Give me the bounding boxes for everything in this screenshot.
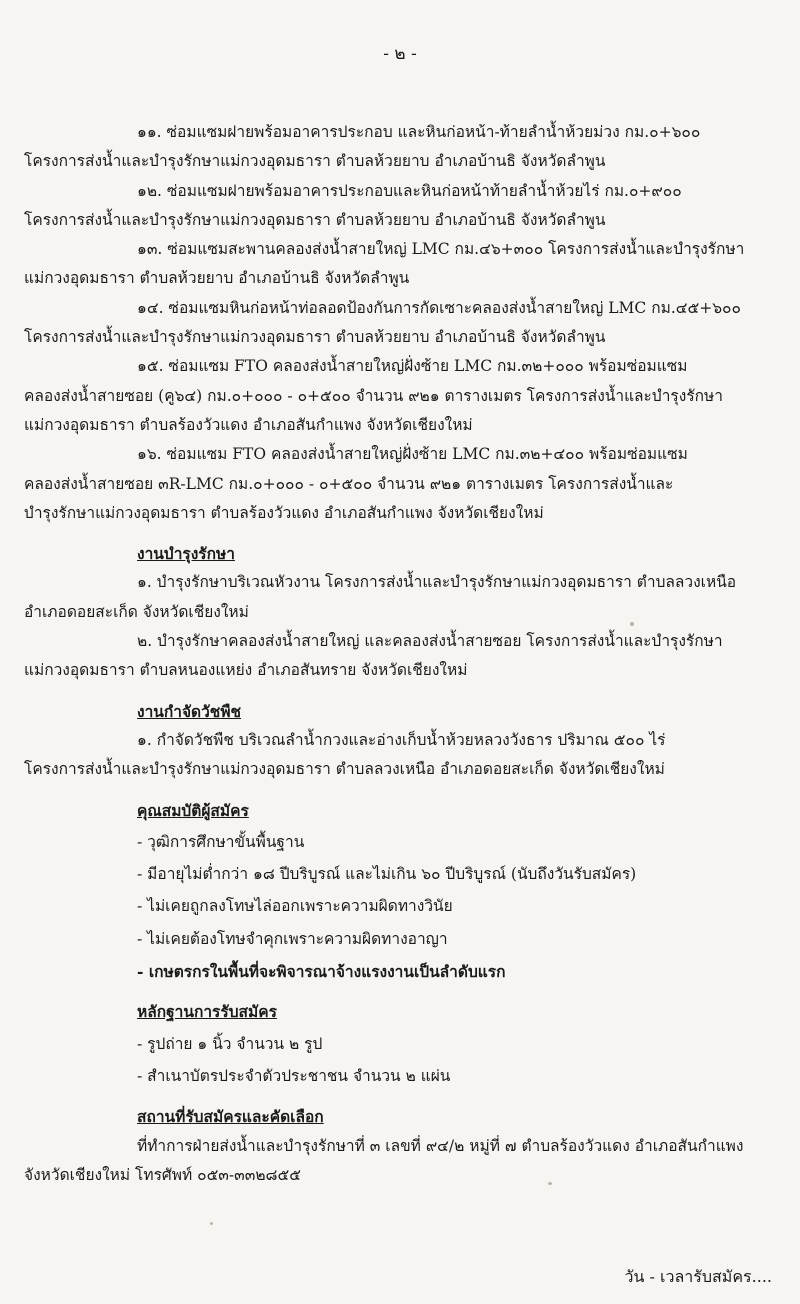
repair-item-13 [24,235,776,294]
weed-item-1 [24,726,776,785]
footer-continuation: วัน - เวลารับสมัคร.... [624,1267,772,1286]
item-line: บำรุงรักษาแม่กวงอุดมธารา ตำบลร้องวัวแดง อำเภอสันกำแพง จังหวัดเชียงใหม่ [24,503,544,522]
location-heading: สถานที่รับสมัครและคัดเลือก [137,1107,324,1127]
item-line: ๑๔. ซ่อมแซมหินก่อหน้าท่อลอดป้องกันการกัดเซาะคลองส่งน้ำสายใหญ่ LMC กม.๔๕+๖๐๐ [137,298,741,317]
item-line: ๑. กำจัดวัชพืช บริเวณลำน้ำกวงและอ่างเก็บน้ำห้วยหลวงวังธาร ปริมาณ ๕๐๐ ไร่ [137,730,666,749]
item-line: คลองส่งน้ำสายซอย ๓R-LMC กม.๐+๐๐๐ - ๐+๕๐๐ จำนวน ๙๒๑ ตารางเมตร โครงการส่งน้ำและ [24,474,674,493]
repair-item-15 [24,352,776,440]
maintenance-heading: งานบำรุงรักษา [137,544,235,564]
item-line: อำเภอดอยสะเก็ด จังหวัดเชียงใหม่ [24,602,249,621]
documents-list [24,1030,776,1092]
location-text [24,1132,776,1191]
documents-heading: หลักฐานการรับสมัคร [137,1002,277,1022]
item-line: ๑. บำรุงรักษาบริเวณหัวงาน โครงการส่งน้ำและบำรุงรักษาแม่กวงอุดมธารา ตำบลลวงเหนือ [137,573,737,592]
qualifications-heading: คุณสมบัติผู้สมัคร [137,800,249,820]
item-line: ๑๑. ซ่อมแซมฝายพร้อมอาคารประกอบ และหินก่อหน้า-ท้ายลำน้ำห้วยม่วง กม.๐+๖๐๐ [137,123,701,141]
priority-note: - เกษตรกรในพื้นที่จะพิจารณาจ้างแรงงานเป็นลำดับแรก [137,962,506,982]
list-item: - ไม่เคยต้องโทษจำคุกเพราะความผิดทางอาญา [137,929,448,948]
list-item: - รูปถ่าย ๑ นิ้ว จำนวน ๒ รูป [137,1034,323,1053]
list-item: - วุฒิการศึกษาขั้นพื้นฐาน [137,832,305,851]
maintenance-item-2 [24,627,776,686]
document-body [24,118,776,1190]
item-line: แม่กวงอุดมธารา ตำบลหนองแหย่ง อำเภอสันทราย จังหวัดเชียงใหม่ [24,661,468,680]
item-line: โครงการส่งน้ำและบำรุงรักษาแม่กวงอุดมธารา ตำบลห้วยยาบ อำเภอบ้านธิ จังหวัดลำพูน [24,210,606,229]
maintenance-item-1 [24,568,776,627]
repair-items [24,118,776,528]
list-item: - มีอายุไม่ต่ำกว่า ๑๘ ปีบริบูรณ์ และไม่เกิน ๖๐ ปีบริบูรณ์ (นับถึงวันรับสมัคร) [137,865,637,884]
paper-speck-decoration [630,622,634,626]
weed-heading: งานกำจัดวัชพืช [137,701,242,721]
location-line: จังหวัดเชียงใหม่ โทรศัพท์ ๐๕๓-๓๓๒๘๕๕ [24,1165,301,1184]
item-line: ๑๒. ซ่อมแซมฝายพร้อมอาคารประกอบและหินก่อหน้าท้ายลำน้ำห้วยไร่ กม.๐+๙๐๐ [137,181,682,200]
item-line: คลองส่งน้ำสายซอย (คู๖๔) กม.๐+๐๐๐ - ๐+๕๐๐ จำนวน ๙๒๑ ตารางเมตร โครงการส่งน้ำและบำรุงรักษา [24,386,723,405]
item-line: โครงการส่งน้ำและบำรุงรักษาแม่กวงอุดมธารา ตำบลลวงเหนือ อำเภอดอยสะเก็ด จังหวัดเชียงใหม่ [24,760,665,779]
repair-item-11 [24,118,776,177]
repair-item-14 [24,294,776,353]
item-line: ๒. บำรุงรักษาคลองส่งน้ำสายใหญ่ และคลองส่งน้ำสายซอย โครงการส่งน้ำและบำรุงรักษา [137,632,723,651]
item-line: ๑๓. ซ่อมแซมสะพานคลองส่งน้ำสายใหญ่ LMC กม.๔๖+๓๐๐ โครงการส่งน้ำและบำรุงรักษา [137,240,745,259]
item-line: ๑๖. ซ่อมแซม FTO คลองส่งน้ำสายใหญ่ฝั่งซ้าย LMC กม.๓๒+๔๐๐ พร้อมซ่อมแซม [137,445,688,464]
item-line: ๑๕. ซ่อมแซม FTO คลองส่งน้ำสายใหญ่ฝั่งซ้าย LMC กม.๓๒+๐๐๐ พร้อมซ่อมแซม [137,357,688,376]
list-item: - สำเนาบัตรประจำตัวประชาชน จำนวน ๒ แผ่น [137,1066,451,1085]
paper-speck-decoration [548,1182,552,1185]
page-number: - ๒ - [383,44,417,64]
paper-speck-decoration [210,1222,213,1225]
item-line: โครงการส่งน้ำและบำรุงรักษาแม่กวงอุดมธารา ตำบลห้วยยาบ อำเภอบ้านธิ จังหวัดลำพูน [24,328,606,347]
location-line: ที่ทำการฝ่ายส่งน้ำและบำรุงรักษาที่ ๓ เลขที่ ๙๔/๒ หมู่ที่ ๗ ตำบลร้องวัวแดง อำเภอสันกำแพง [137,1136,744,1155]
repair-item-12 [24,177,776,236]
repair-item-16 [24,440,776,528]
qualifications-list [24,828,776,986]
item-line: โครงการส่งน้ำและบำรุงรักษาแม่กวงอุดมธารา ตำบลห้วยยาบ อำเภอบ้านธิ จังหวัดลำพูน [24,152,606,171]
item-line: แม่กวงอุดมธารา ตำบลห้วยยาบ อำเภอบ้านธิ จังหวัดลำพูน [24,269,410,288]
item-line: แม่กวงอุดมธารา ตำบลร้องวัวแดง อำเภอสันกำแพง จังหวัดเชียงใหม่ [24,415,473,434]
list-item: - ไม่เคยถูกลงโทษไล่ออกเพราะความผิดทางวินัย [137,897,453,916]
